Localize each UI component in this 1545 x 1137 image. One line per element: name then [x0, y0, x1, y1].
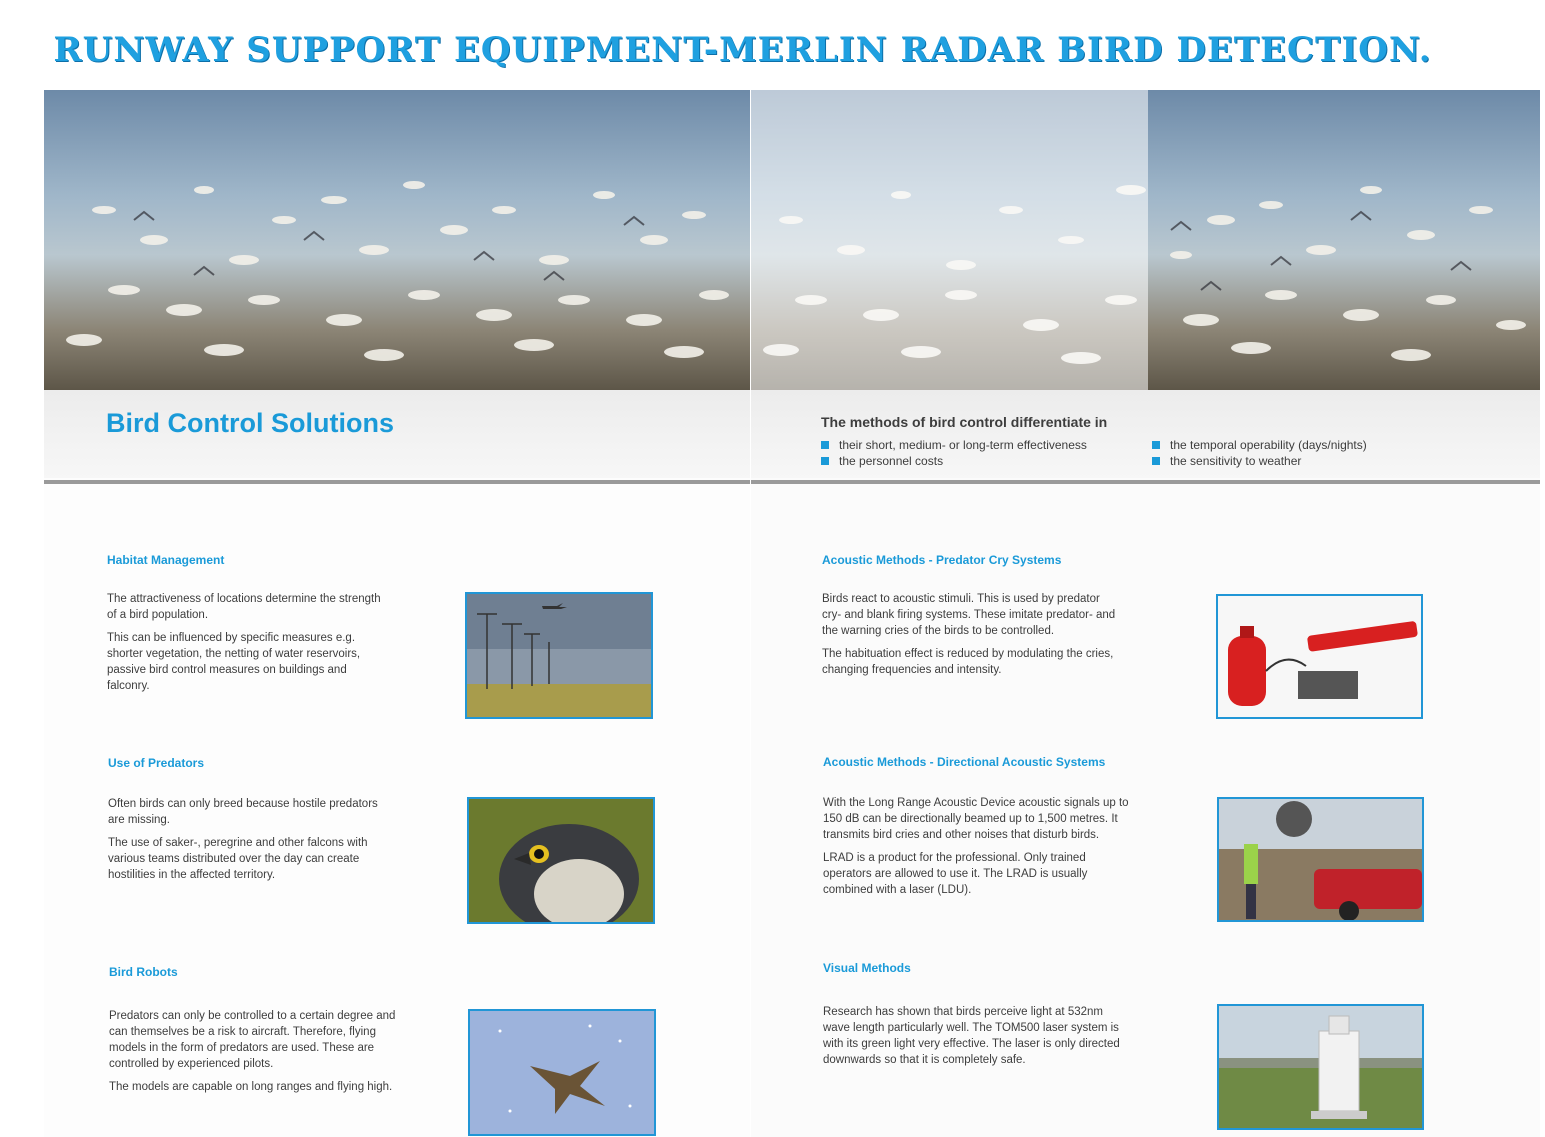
- predator-cry-systems-title: Acoustic Methods - Predator Cry Systems: [822, 553, 1062, 567]
- page-title: RUNWAY SUPPORT EQUIPMENT-MERLIN RADAR BIRD DETECTION.: [53, 30, 1432, 70]
- bird-flock-photo-right: [751, 90, 1540, 390]
- habitat-management-text: [107, 591, 392, 701]
- bird-flock-photo-left: [44, 90, 750, 390]
- brochure-right-page: [751, 90, 1540, 1137]
- habitat-management-title: Habitat Management: [107, 553, 225, 567]
- visual-methods-text: [823, 1004, 1133, 1075]
- directional-acoustic-systems-text: [823, 795, 1133, 905]
- bird-robots-title: Bird Robots: [109, 965, 178, 979]
- paragraph: LRAD is a product for the professional. Only trained operators are allowed to use it. The LRAD is usually combined with a laser (LDU).: [823, 852, 1088, 896]
- gas-cannon-photo: [1216, 594, 1423, 719]
- lrad-truck-photo: [1217, 797, 1424, 922]
- paragraph: The models are capable on long ranges and flying high.: [109, 1081, 393, 1093]
- paragraph: Birds react to acoustic stimuli. This is used by predator cry- and blank firing systems. These imitate predator- and the warning cries of the birds to be controlled.: [822, 593, 1116, 637]
- bullet-item: the temporal operability (days/nights): [1152, 437, 1367, 453]
- divider-rule-left: [44, 480, 750, 484]
- predator-cry-systems-text: [822, 591, 1122, 685]
- brochure-left-page: [44, 90, 750, 1137]
- paragraph: Research has shown that birds perceive light at 532nm wave length particularly well. The TOM500 laser system is with its green light very effective. The laser is only directed downwards so that it is completely safe.: [823, 1006, 1120, 1066]
- flying-hawk-model-photo: [468, 1009, 656, 1136]
- paragraph: The use of saker-, peregrine and other falcons with various teams distributed over the day can create hostilities in the affected territory.: [108, 837, 368, 881]
- bullet-item: their short, medium- or long-term effectiveness: [821, 437, 1087, 453]
- methods-bullets-col2: [1152, 437, 1367, 469]
- use-of-predators-text: [108, 796, 393, 890]
- bird-flock-image-left: [44, 90, 750, 390]
- use-of-predators-title: Use of Predators: [108, 756, 205, 770]
- divider-rule-right: [751, 480, 1540, 484]
- peregrine-falcon-photo: [467, 797, 655, 924]
- paragraph: With the Long Range Acoustic Device acoustic signals up to 150 dB can be directionally beamed up to 1,500 metres. It transmits bird cries and other noises that disturb birds.: [823, 797, 1129, 841]
- paragraph: Often birds can only breed because hostile predators are missing.: [108, 798, 378, 826]
- paragraph: Predators can only be controlled to a certain degree and can themselves be a risk to aircraft. Therefore, flying models in the form of predators are used. These are controlled by experienced pilots.: [109, 1010, 396, 1070]
- section-heading: Bird Control Solutions: [106, 408, 394, 438]
- bullet-item: the personnel costs: [821, 453, 1087, 469]
- methods-title: The methods of bird control differentiate in: [821, 414, 1108, 430]
- directional-acoustic-systems-title: Acoustic Methods - Directional Acoustic Systems: [823, 755, 1106, 769]
- bird-robots-text: [109, 1008, 399, 1102]
- visual-methods-title: Visual Methods: [823, 961, 911, 975]
- paragraph: The attractiveness of locations determine the strength of a bird population.: [107, 593, 381, 621]
- bullet-item: the sensitivity to weather: [1152, 453, 1367, 469]
- methods-bullets-col1: [821, 437, 1087, 469]
- approach-lights-photo: [465, 592, 653, 719]
- paragraph: This can be influenced by specific measures e.g. shorter vegetation, the netting of water reservoirs, passive bird control measures on buildings and falconry.: [107, 632, 361, 692]
- laser-system-photo: [1217, 1004, 1424, 1130]
- paragraph: The habituation effect is reduced by modulating the cries, changing frequencies and intensity.: [822, 648, 1114, 676]
